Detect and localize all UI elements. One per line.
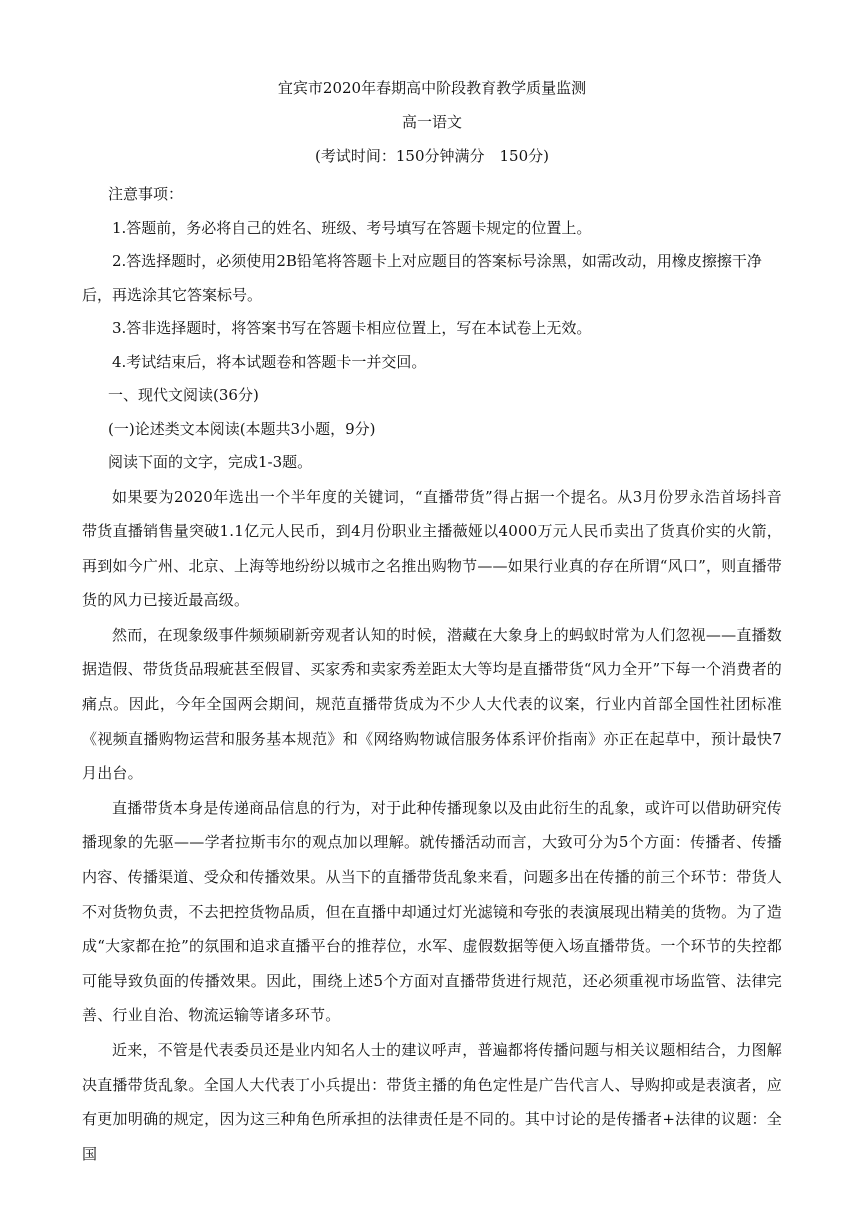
passage-paragraph-2: 然而，在现象级事件频频刷新旁观者认知的时候，潜藏在大象身上的蚂蚁时常为人们忽视——直播数据造假、带货货品瑕疵甚至假冒、买家秀和卖家秀差距太大等均是直播带货“风力全开”下每一个消费者的痛点。因此，今年全国两会期间，规范直播带货成为不少人大代表的议案，行业内首部全国性社团标准《视频直播购物运营和服务基本规范》和《网络购物诚信服务体系评价指南》亦正在起草中，预计最快7月出台。 xyxy=(82,625,782,783)
passage-paragraph-4: 近来，不管是代表委员还是业内知名人士的建议呼声，普遍都将传播问题与相关议题相结合，力图解决直播带货乱象。全国人大代表丁小兵提出：带货主播的角色定性是广告代言人、导购抑或是表演者，应有更加明确的规定，因为这三种角色所承担的法律责任是不同的。其中讨论的是传播者+法律的议题：全国 xyxy=(82,1041,782,1163)
exam-time-info: (考试时间：150分钟满分 150分) xyxy=(315,147,549,165)
part-title: 一、现代文阅读(36分) xyxy=(108,386,259,404)
passage-paragraph-3: 直播带货本身是传递商品信息的行为，对于此种传播现象以及由此衍生的乱象，或许可以借助研究传播现象的先驱——学者拉斯韦尔的观点加以理解。就传播活动而言，大致可分为5个方面：传播者、传播内容、传播渠道、受众和传播效果。从当下的直播带货乱象来看，问题多出在传播的前三个环节：带货人不对货物负责，不去把控货物品质，但在直播中却通过灯光滤镜和夸张的表演展现出精美的货物。为了造成“大家都在抢”的氛围和追求直播平台的推荐位，水军、虚假数据等便入场直播带货。一个环节的失控都可能导致负面的传播效果。因此，围绕上述5个方面对直播带货进行规范，还必须重视市场监管、法律完善、行业自治、物流运输等诸多环节。 xyxy=(82,798,782,1025)
notice-item-4: 4.考试结束后，将本试题卷和答题卡一并交回。 xyxy=(112,352,427,371)
notice-item-2: 2.答选择题时，必须使用2B铅笔将答题卡上对应题目的答案标号涂黑，如需改动，用橡皮擦擦干净后，再选涂其它答案标号。 xyxy=(82,252,762,304)
exam-title: 宜宾市2020年春期高中阶段教育教学质量监测 xyxy=(277,79,587,97)
passage-paragraph-1: 如果要为2020年选出一个半年度的关键词，“直播带货”得占据一个提名。从3月份罗永浩首场抖音带货直播销售量突破1.1亿元人民币，到4月份职业主播薇娅以4000万元人民币卖出了货真价实的火箭，再到如今广州、北京、上海等地纷纷以城市之名推出购物节——如果行业真的存在所谓“风口”，则直播带货的风力已接近最高级。 xyxy=(82,487,782,610)
notice-item-3: 3.答非选择题时，将答案书写在答题卡相应位置上，写在本试卷上无效。 xyxy=(112,319,592,337)
notice-item-1: 1.答题前，务必将自己的姓名、班级、考号填写在答题卡规定的位置上。 xyxy=(112,218,592,237)
subpart-title: (一)论述类文本阅读(本题共3小题，9分) xyxy=(108,419,376,438)
exam-subject: 高一语文 xyxy=(401,113,462,131)
notice-heading: 注意事项： xyxy=(108,185,184,203)
reading-instruction: 阅读下面的文字，完成1-3题。 xyxy=(108,453,313,471)
